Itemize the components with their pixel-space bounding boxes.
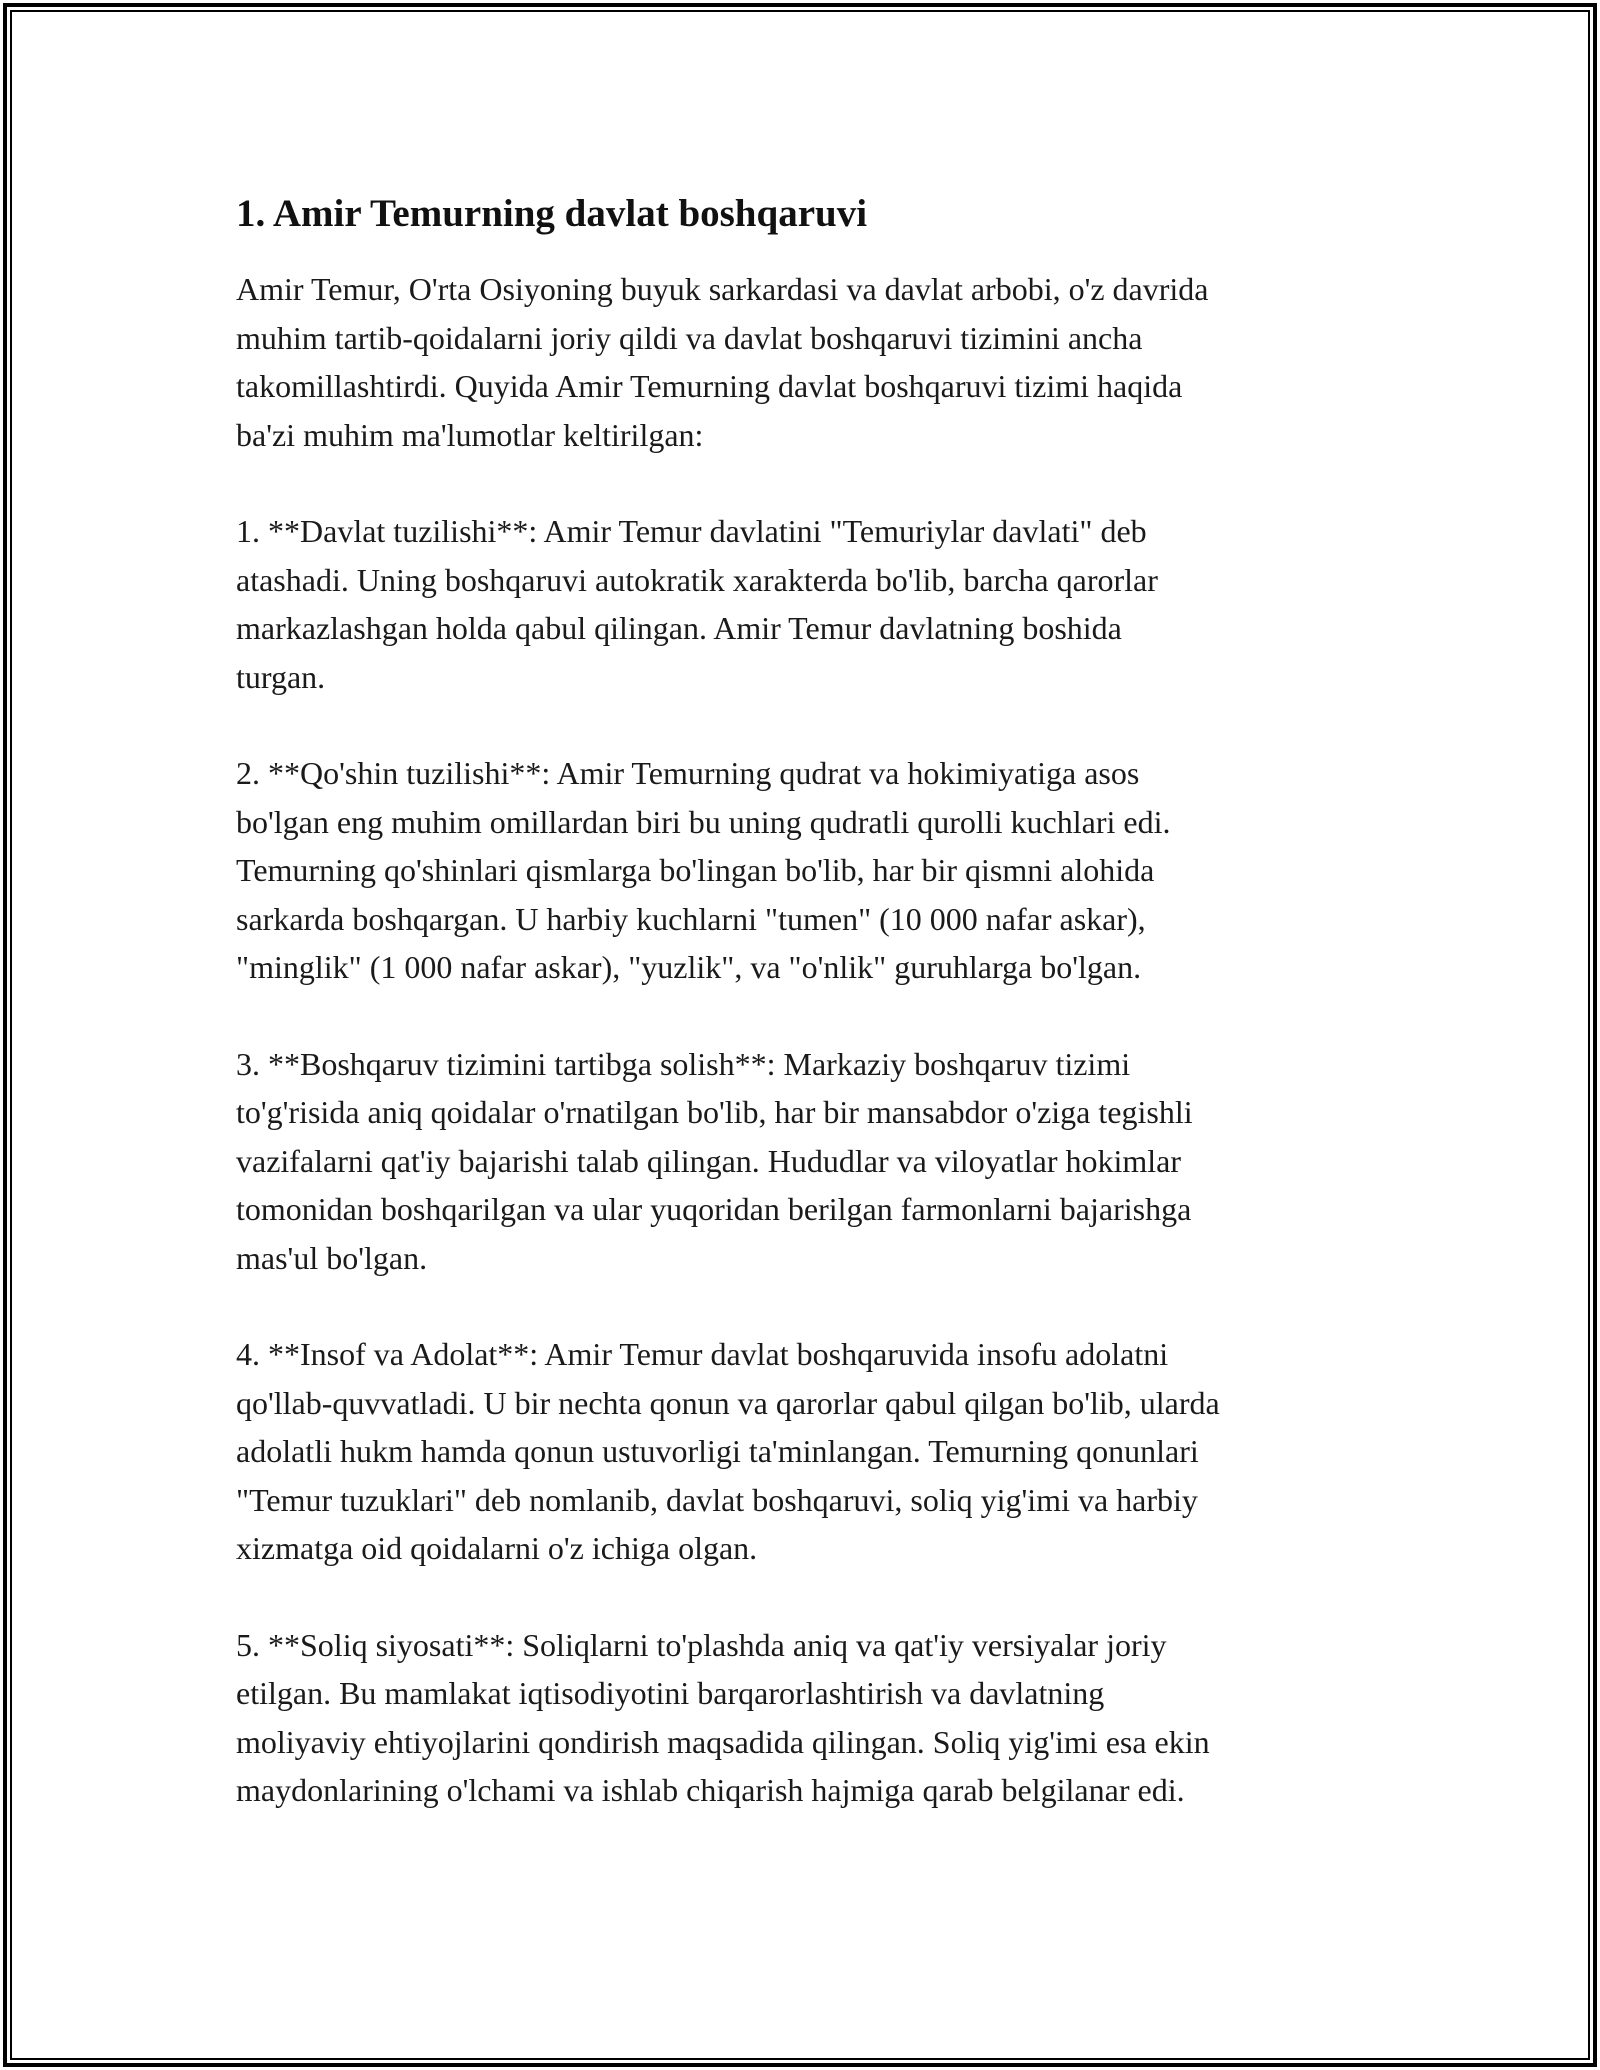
paragraph-line: takomillashtirdi. Quyida Amir Temurning davlat boshqaruvi tizimi haqida xyxy=(236,368,1183,404)
paragraph-line: turgan. xyxy=(236,658,326,695)
paragraph-line: muhim tartib-qoidalarni joriy qildi va davlat boshqaruvi tizimini ancha xyxy=(236,319,1143,356)
paragraph-line: "Temur tuzuklari" deb nomlanib, davlat boshqaruvi, soliq yig'imi va harbiy xyxy=(236,1481,1198,1518)
paragraph-line: Amir Temur, O'rta Osiyoning buyuk sarkardasi va davlat arbobi, o'z davrida xyxy=(236,271,1209,307)
paragraph-line: 1. **Davlat tuzilishi**: Amir Temur davlatini "Temuriylar davlati" deb xyxy=(236,513,1147,549)
paragraph-line: 2. **Qo'shin tuzilishi**: Amir Temurning qudrat va hokimiyatiga asos xyxy=(236,755,1140,791)
section-insof-va-adolat xyxy=(236,1330,1376,1573)
paragraph-line: sarkarda boshqargan. U harbiy kuchlarni "tumen" (10 000 nafar askar), xyxy=(236,900,1146,937)
section-qoshin-tuzilishi xyxy=(236,749,1376,992)
paragraph-line: Temurning qo'shinlari qismlarga bo'lingan bo'lib, har bir qismni alohida xyxy=(236,852,1155,888)
paragraph-line: "minglik" (1 000 nafar askar), "yuzlik", va "o'nlik" guruhlarga bo'lgan. xyxy=(236,949,1142,985)
paragraph-line: markazlashgan holda qabul qilingan. Amir Temur davlatning boshida xyxy=(236,610,1122,646)
document-body xyxy=(236,185,1376,1863)
paragraph-line: mas'ul bo'lgan. xyxy=(236,1239,428,1276)
section-davlat-tuzilishi xyxy=(236,507,1376,701)
paragraph-line: xizmatga oid qoidalarni o'z ichiga olgan. xyxy=(236,1530,758,1566)
paragraph-line: 5. **Soliq siyosati**: Soliqlarni to'plashda aniq va qat'iy versiyalar joriy xyxy=(236,1626,1167,1663)
paragraph-line: bo'lgan eng muhim omillardan biri bu uning qudratli qurolli kuchlari edi. xyxy=(236,803,1171,840)
document-title: 1. Amir Temurning davlat boshqaruvi xyxy=(236,192,868,235)
intro-paragraph xyxy=(236,265,1376,459)
paragraph-line: tomonidan boshqarilgan va ular yuqoridan berilgan farmonlarni bajarishga xyxy=(236,1191,1192,1227)
paragraph-line: to'g'risida aniq qoidalar o'rnatilgan bo'lib, har bir mansabdor o'ziga tegishli xyxy=(236,1094,1193,1130)
paragraph-line: adolatli hukm hamda qonun ustuvorligi ta'minlangan. Temurning qonunlari xyxy=(236,1433,1199,1469)
section-boshqaruv-tizimi xyxy=(236,1040,1376,1283)
paragraph-line: 3. **Boshqaruv tizimini tartibga solish**: Markaziy boshqaruv tizimi xyxy=(236,1045,1131,1082)
paragraph-line: moliyaviy ehtiyojlarini qondirish maqsadida qilingan. Soliq yig'imi esa ekin xyxy=(236,1723,1210,1760)
paragraph-line: qo'llab-quvvatladi. U bir nechta qonun va qarorlar qabul qilgan bo'lib, ularda xyxy=(236,1384,1220,1421)
paragraph-line: vazifalarni qat'iy bajarishi talab qilingan. Hududlar va viloyatlar hokimlar xyxy=(236,1142,1182,1179)
paragraph-line: 4. **Insof va Adolat**: Amir Temur davlat boshqaruvida insofu adolatni xyxy=(236,1336,1169,1372)
paragraph-line: etilgan. Bu mamlakat iqtisodiyotini barqarorlashtirish va davlatning xyxy=(236,1675,1105,1711)
paragraph-line: ba'zi muhim ma'lumotlar keltirilgan: xyxy=(236,416,704,453)
paragraph-line: atashadi. Uning boshqaruvi autokratik xarakterda bo'lib, barcha qarorlar xyxy=(236,561,1158,598)
paragraph-line: maydonlarining o'lchami va ishlab chiqarish hajmiga qarab belgilanar edi. xyxy=(236,1772,1185,1808)
section-soliq-siyosati xyxy=(236,1621,1376,1815)
